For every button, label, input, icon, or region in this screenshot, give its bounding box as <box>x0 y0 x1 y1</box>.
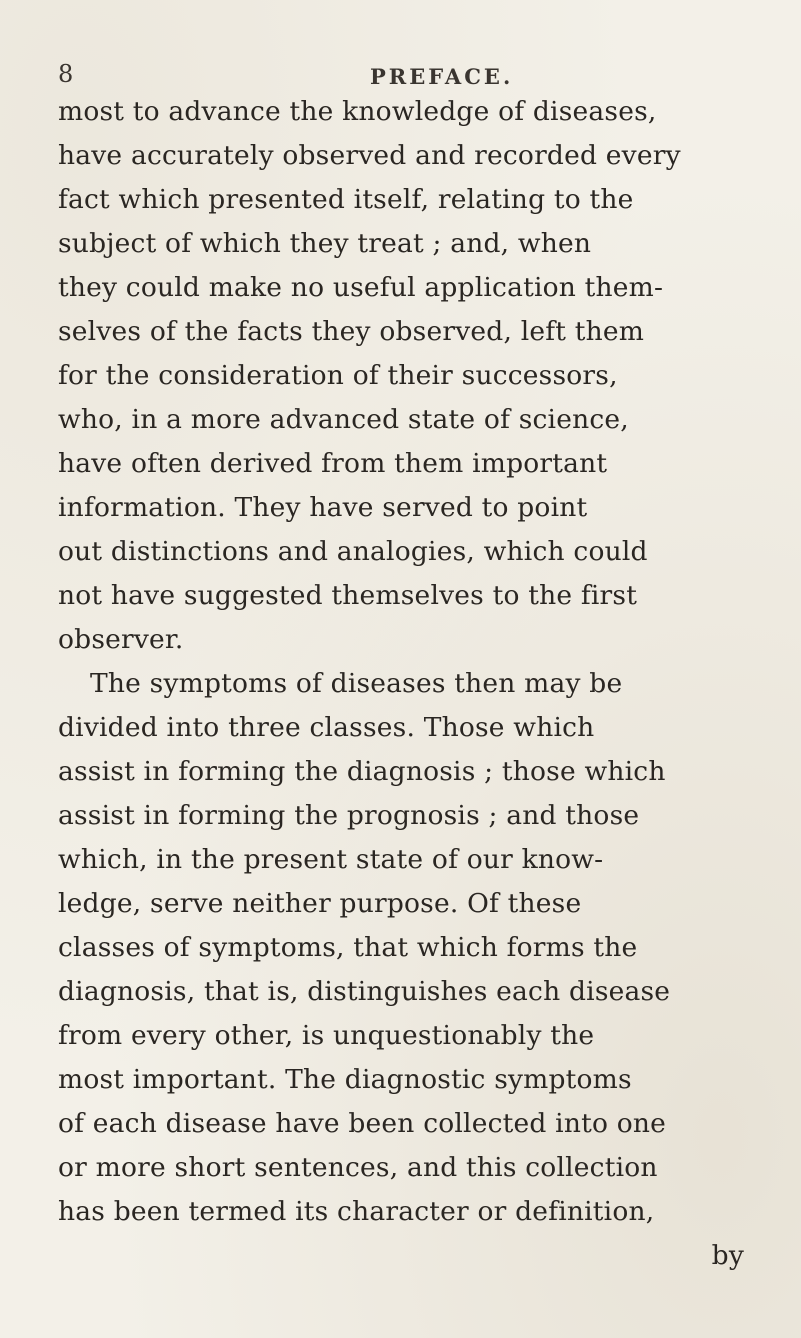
text-line: most important. The diagnostic symptoms <box>58 1064 632 1095</box>
page-number: 8 <box>58 60 74 88</box>
text-line: out distinctions and analogies, which could <box>58 536 648 567</box>
body-text <box>58 90 748 1278</box>
text-line: assist in forming the diagnosis ; those which <box>58 756 666 787</box>
text-line: observer. <box>58 624 184 655</box>
text-line: divided into three classes. Those which <box>58 712 595 743</box>
text-line: ledge, serve neither purpose. Of these <box>58 888 582 919</box>
text-line: has been termed its character or definition, <box>58 1196 655 1227</box>
text-line: fact which presented itself, relating to the <box>58 184 634 215</box>
text-line: information. They have served to point <box>58 492 588 523</box>
text-line: subject of which they treat ; and, when <box>58 228 592 259</box>
text-line: which, in the present state of our know- <box>58 844 604 875</box>
text-line: assist in forming the prognosis ; and those <box>58 800 640 831</box>
text-line: who, in a more advanced state of science, <box>58 404 629 435</box>
text-line: or more short sentences, and this collection <box>58 1152 658 1183</box>
text-line: not have suggested themselves to the first <box>58 580 638 611</box>
catchword: by <box>711 1240 744 1271</box>
text-line: The symptoms of diseases then may be <box>90 668 623 699</box>
text-line: of each disease have been collected into one <box>58 1108 667 1139</box>
running-head: PREFACE. <box>370 64 514 89</box>
text-line: for the consideration of their successors, <box>58 360 618 391</box>
text-line: have often derived from them important <box>58 448 608 479</box>
text-line: have accurately observed and recorded every <box>58 140 681 171</box>
text-line: from every other, is unquestionably the <box>58 1020 595 1051</box>
text-line: classes of symptoms, that which forms the <box>58 932 638 963</box>
text-line: most to advance the knowledge of diseases, <box>58 96 657 127</box>
text-line: diagnosis, that is, distinguishes each disease <box>58 976 671 1007</box>
text-line: selves of the facts they observed, left them <box>58 316 645 347</box>
text-line: they could make no useful application them- <box>58 272 664 303</box>
